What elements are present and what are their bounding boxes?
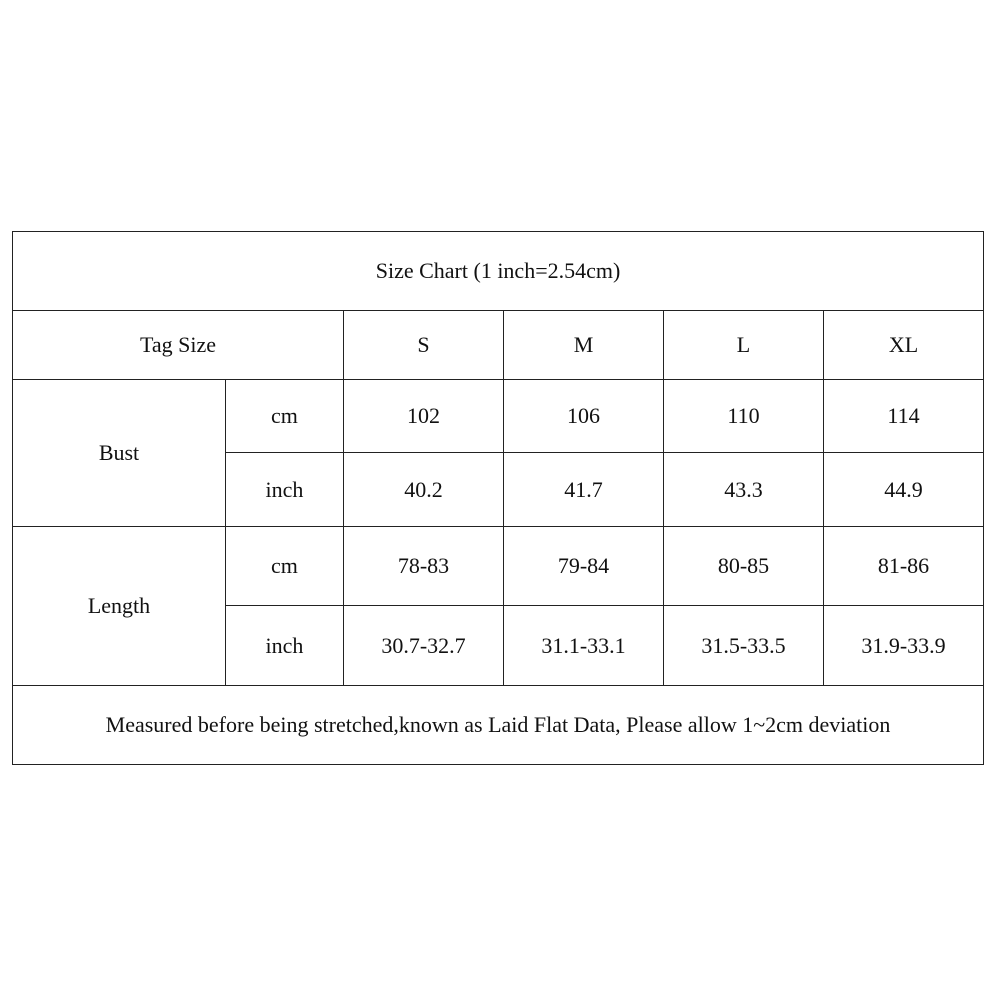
bust-inch-s: 40.2 <box>344 453 504 527</box>
length-cm-unit: cm <box>226 527 344 606</box>
bust-label: Bust <box>13 380 226 527</box>
size-chart-table <box>12 231 984 765</box>
bust-inch-unit: inch <box>226 453 344 527</box>
header-row <box>13 311 984 380</box>
length-cm-m: 79-84 <box>504 527 664 606</box>
length-label: Length <box>13 527 226 686</box>
bust-inch-l: 43.3 <box>664 453 824 527</box>
bust-cm-xl: 114 <box>824 380 984 453</box>
bust-cm-m: 106 <box>504 380 664 453</box>
size-header-l: L <box>664 311 824 380</box>
bust-cm-s: 102 <box>344 380 504 453</box>
bust-inch-m: 41.7 <box>504 453 664 527</box>
length-inch-unit: inch <box>226 606 344 686</box>
size-header-m: M <box>504 311 664 380</box>
chart-title: Size Chart (1 inch=2.54cm) <box>13 232 984 311</box>
length-cm-l: 80-85 <box>664 527 824 606</box>
bust-cm-row <box>13 380 984 453</box>
tag-size-label: Tag Size <box>13 311 344 380</box>
bust-cm-l: 110 <box>664 380 824 453</box>
length-cm-xl: 81-86 <box>824 527 984 606</box>
title-row <box>13 232 984 311</box>
length-inch-l: 31.5-33.5 <box>664 606 824 686</box>
size-header-s: S <box>344 311 504 380</box>
length-cm-row <box>13 527 984 606</box>
length-inch-m: 31.1-33.1 <box>504 606 664 686</box>
bust-inch-xl: 44.9 <box>824 453 984 527</box>
length-inch-xl: 31.9-33.9 <box>824 606 984 686</box>
bust-cm-unit: cm <box>226 380 344 453</box>
size-header-xl: XL <box>824 311 984 380</box>
length-cm-s: 78-83 <box>344 527 504 606</box>
note-row <box>13 686 984 765</box>
length-inch-s: 30.7-32.7 <box>344 606 504 686</box>
measurement-note: Measured before being stretched,known as Laid Flat Data, Please allow 1~2cm deviation <box>13 686 984 765</box>
